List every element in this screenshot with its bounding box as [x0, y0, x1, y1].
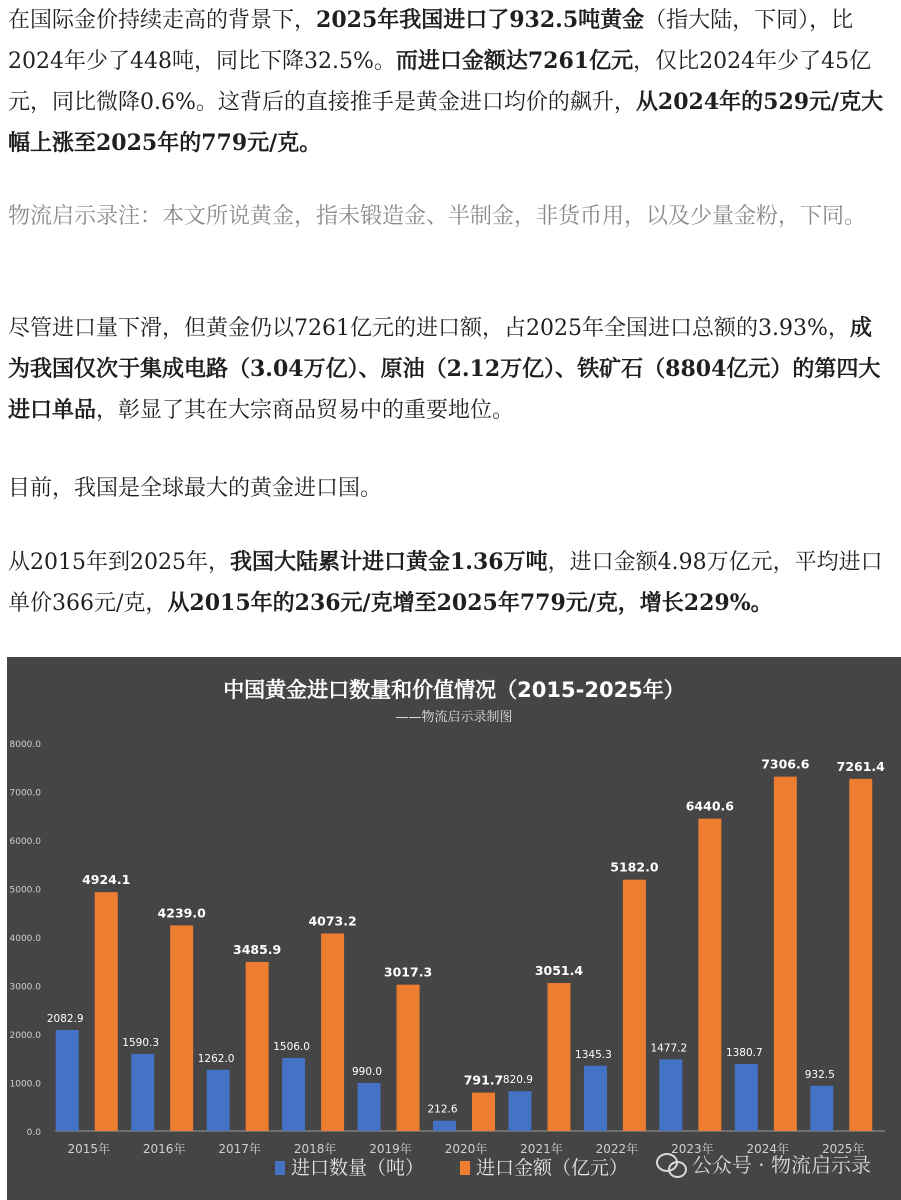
y-tick-label-8: 8000.0	[9, 740, 41, 750]
bar-quantity-4	[358, 1083, 381, 1131]
p3-segment-2: ，彰显了其在大宗商品贸易中的重要地位。	[96, 398, 515, 423]
data-label-amount-0: 4924.1	[82, 872, 131, 888]
x-tick-label-7: 2022年	[595, 1142, 639, 1156]
bar-amount-6	[547, 983, 570, 1131]
bar-quantity-8	[659, 1059, 682, 1131]
x-tick-label-2: 2017年	[218, 1142, 261, 1156]
x-tick-label-0: 2015年	[67, 1142, 111, 1156]
data-label-quantity-5: 212.6	[427, 1103, 458, 1116]
y-tick-label-3: 3000.0	[9, 982, 41, 993]
paragraph-editor-note: 物流启示录注：本文所说黄金，指未锻造金、半制金，非货币用，以及少量金粉，下同。	[8, 204, 867, 229]
data-label-amount-2: 3485.9	[233, 941, 282, 957]
data-label-quantity-6: 820.9	[502, 1074, 533, 1087]
watermark-text: 公众号 · 物流启示录	[691, 1153, 871, 1177]
x-tick-label-10: 2025年	[821, 1142, 865, 1156]
legend-swatch-quantity	[275, 1161, 285, 1175]
data-label-amount-9: 7306.6	[761, 756, 810, 772]
p5-segment-3: 从2015年的236元/克增至2025年779元/克，增长229%。	[167, 590, 773, 616]
p5-segment-2: ，进口金额4.98万亿元，平均进口单价366元/克，	[8, 550, 883, 616]
p1-segment-5: 从2024年的529元/克大幅上涨至2025年的779元/克。	[8, 89, 884, 156]
y-tick-label-6: 6000.0	[9, 837, 41, 847]
bar-quantity-7	[584, 1066, 607, 1131]
wechat-icon	[656, 1151, 686, 1177]
data-label-amount-8: 6440.6	[685, 798, 734, 814]
p1-segment-2: （指大陆，下同），比2024年少了448吨，同比下降32.5%。	[8, 8, 854, 74]
bar-amount-0	[95, 892, 118, 1131]
bar-amount-8	[698, 819, 721, 1131]
bar-amount-4	[397, 985, 420, 1131]
p3-segment-0: 尽管进口量下滑，但黄金仍以7261亿元的进口额，占2025年全国进口总额的3.93%，	[8, 316, 850, 341]
data-label-quantity-4: 990.0	[352, 1065, 383, 1078]
legend-label-quantity: 进口数量（吨）	[291, 1157, 425, 1179]
paragraph-decade-summary	[8, 542, 893, 624]
bar-quantity-0	[56, 1030, 79, 1131]
data-label-quantity-8: 1477.2	[650, 1042, 688, 1055]
paragraph-import-summary	[8, 0, 893, 164]
data-label-amount-4: 3017.3	[383, 964, 433, 980]
data-label-quantity-10: 932.5	[804, 1068, 835, 1081]
x-tick-label-4: 2019年	[369, 1142, 412, 1156]
bar-quantity-2	[207, 1070, 230, 1131]
bar-quantity-6	[508, 1091, 531, 1131]
x-tick-label-9: 2024年	[746, 1142, 790, 1156]
bar-quantity-10	[810, 1086, 833, 1131]
bar-amount-5	[472, 1093, 495, 1131]
bar-quantity-3	[282, 1058, 305, 1131]
chart-title: 中国黄金进口数量和价值情况（2015-2025年）	[223, 678, 685, 702]
chart-subtitle: ——物流启示录制图	[395, 710, 513, 725]
bar-amount-9	[774, 777, 797, 1131]
bar-amount-1	[170, 925, 193, 1131]
paragraph-largest-importer: 目前，我国是全球最大的黄金进口国。	[8, 476, 383, 501]
data-label-quantity-3: 1506.0	[273, 1040, 310, 1053]
p5-segment-1: 我国大陆累计进口黄金1.36万吨	[229, 549, 548, 575]
y-tick-label-2: 2000.0	[9, 1031, 41, 1041]
data-label-quantity-2: 1262.0	[197, 1052, 235, 1065]
legend-label-amount: 进口金额（亿元）	[476, 1157, 629, 1179]
y-tick-label-7: 7000.0	[9, 788, 41, 799]
bar-quantity-5	[433, 1121, 456, 1131]
data-label-amount-5: 791.7	[463, 1072, 504, 1088]
p1-segment-0: 在国际金价持续走高的背景下，	[8, 8, 317, 33]
x-tick-label-5: 2020年	[444, 1142, 488, 1156]
p5-segment-0: 从2015年到2025年，	[8, 550, 230, 575]
bar-quantity-1	[131, 1054, 154, 1131]
bar-amount-2	[246, 962, 269, 1131]
data-label-quantity-9: 1380.7	[725, 1047, 763, 1060]
x-tick-label-1: 2016年	[142, 1142, 186, 1156]
legend-swatch-amount	[460, 1161, 470, 1175]
y-tick-label-5: 5000.0	[9, 885, 41, 896]
bar-amount-7	[623, 880, 646, 1131]
data-label-quantity-0: 2082.9	[46, 1012, 84, 1025]
data-label-quantity-1: 1590.3	[122, 1036, 160, 1049]
data-label-amount-1: 4239.0	[157, 905, 206, 921]
bar-amount-10	[849, 779, 872, 1131]
p1-segment-3: 而进口金额达7261亿元	[395, 48, 634, 74]
y-tick-label-1: 1000.0	[9, 1079, 41, 1090]
data-label-amount-3: 4073.2	[308, 913, 357, 929]
chart-canvas	[7, 657, 901, 1200]
data-label-amount-10: 7261.4	[836, 758, 885, 774]
p1-segment-4: ，仅比2024年少了45亿元，同比微降0.6%。这背后的直接推手是黄金进口均价的飙升，	[8, 49, 872, 115]
y-tick-label-0: 0.0	[26, 1128, 41, 1138]
bar-amount-3	[321, 933, 344, 1131]
watermark	[656, 1149, 871, 1178]
gold-import-chart	[7, 657, 901, 1200]
y-tick-label-4: 4000.0	[9, 934, 41, 944]
p1-segment-1: 2025年我国进口了932.5吨黄金	[316, 7, 645, 33]
paragraph-import-ranking	[8, 308, 893, 431]
x-tick-label-3: 2018年	[293, 1142, 337, 1156]
x-tick-label-8: 2023年	[671, 1142, 714, 1156]
data-label-amount-6: 3051.4	[534, 963, 584, 979]
data-label-quantity-7: 1345.3	[575, 1048, 612, 1061]
bar-quantity-9	[735, 1064, 758, 1131]
data-label-amount-7: 5182.0	[610, 859, 659, 875]
p3-segment-1: 成为我国仅次于集成电路（3.04万亿）、原油（2.12万亿）、铁矿石（8804亿元）的第四大进口单品	[8, 315, 881, 423]
x-tick-label-6: 2021年	[520, 1142, 563, 1156]
